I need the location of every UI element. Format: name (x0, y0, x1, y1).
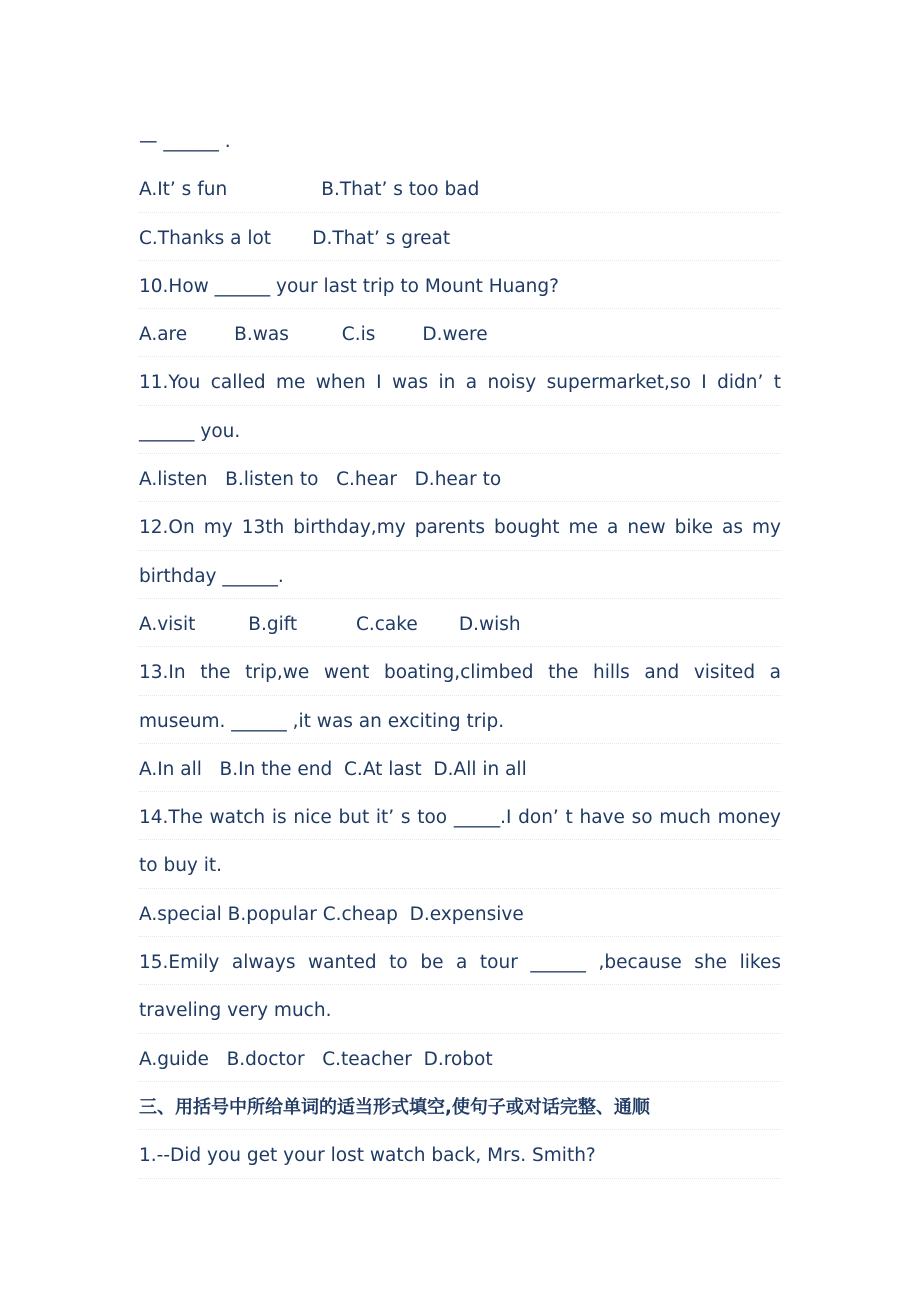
q13-options: A.In all B.In the end C.At last D.All in all (139, 746, 781, 794)
q14-stem-part2: to buy it. (139, 842, 781, 890)
q12-options: A.visit B.gift C.cake D.wish (139, 601, 781, 649)
q11-options: A.listen B.listen to C.hear D.hear to (139, 456, 781, 504)
q12-stem-part2: birthday ______. (139, 553, 781, 601)
q15-stem-part2: traveling very much. (139, 987, 781, 1035)
q12-stem-part1: 12.On my 13th birthday,my parents bought me a new bike as my (139, 504, 781, 552)
answer-blank-line: — ______ . (139, 131, 231, 152)
q13-stem-part1: 13.In the trip,we went boating,climbed the hills and visited a (139, 649, 781, 697)
q15-options: A.guide B.doctor C.teacher D.robot (139, 1036, 781, 1084)
q11-stem-part1: 11.You called me when I was in a noisy supermarket,so I didn’ t (139, 359, 781, 407)
q15-stem-part1: 15.Emily always wanted to be a tour ______ ,because she likes (139, 939, 781, 987)
q14-stem-part1: 14.The watch is nice but it’ s too _____.I don’ t have so much money (139, 794, 781, 842)
document-page (139, 118, 781, 1181)
q9-options-ab: A.It’ s fun B.That’ s too bad (139, 166, 781, 214)
q9-options-cd: C.Thanks a lot D.That’ s great (139, 215, 781, 263)
q14-options: A.special B.popular C.cheap D.expensive (139, 891, 781, 939)
section-three-q1: 1.--Did you get your lost watch back, Mrs. Smith? (139, 1132, 781, 1180)
q10-options: A.are B.was C.is D.were (139, 311, 781, 359)
section-three-heading: 三、用括号中所给单词的适当形式填空,使句子或对话完整、通顺 (139, 1084, 781, 1132)
q13-stem-part2: museum. ______ ,it was an exciting trip. (139, 698, 781, 746)
q11-stem-part2: ______ you. (139, 408, 781, 456)
q10-stem: 10.How ______ your last trip to Mount Huang? (139, 263, 781, 311)
